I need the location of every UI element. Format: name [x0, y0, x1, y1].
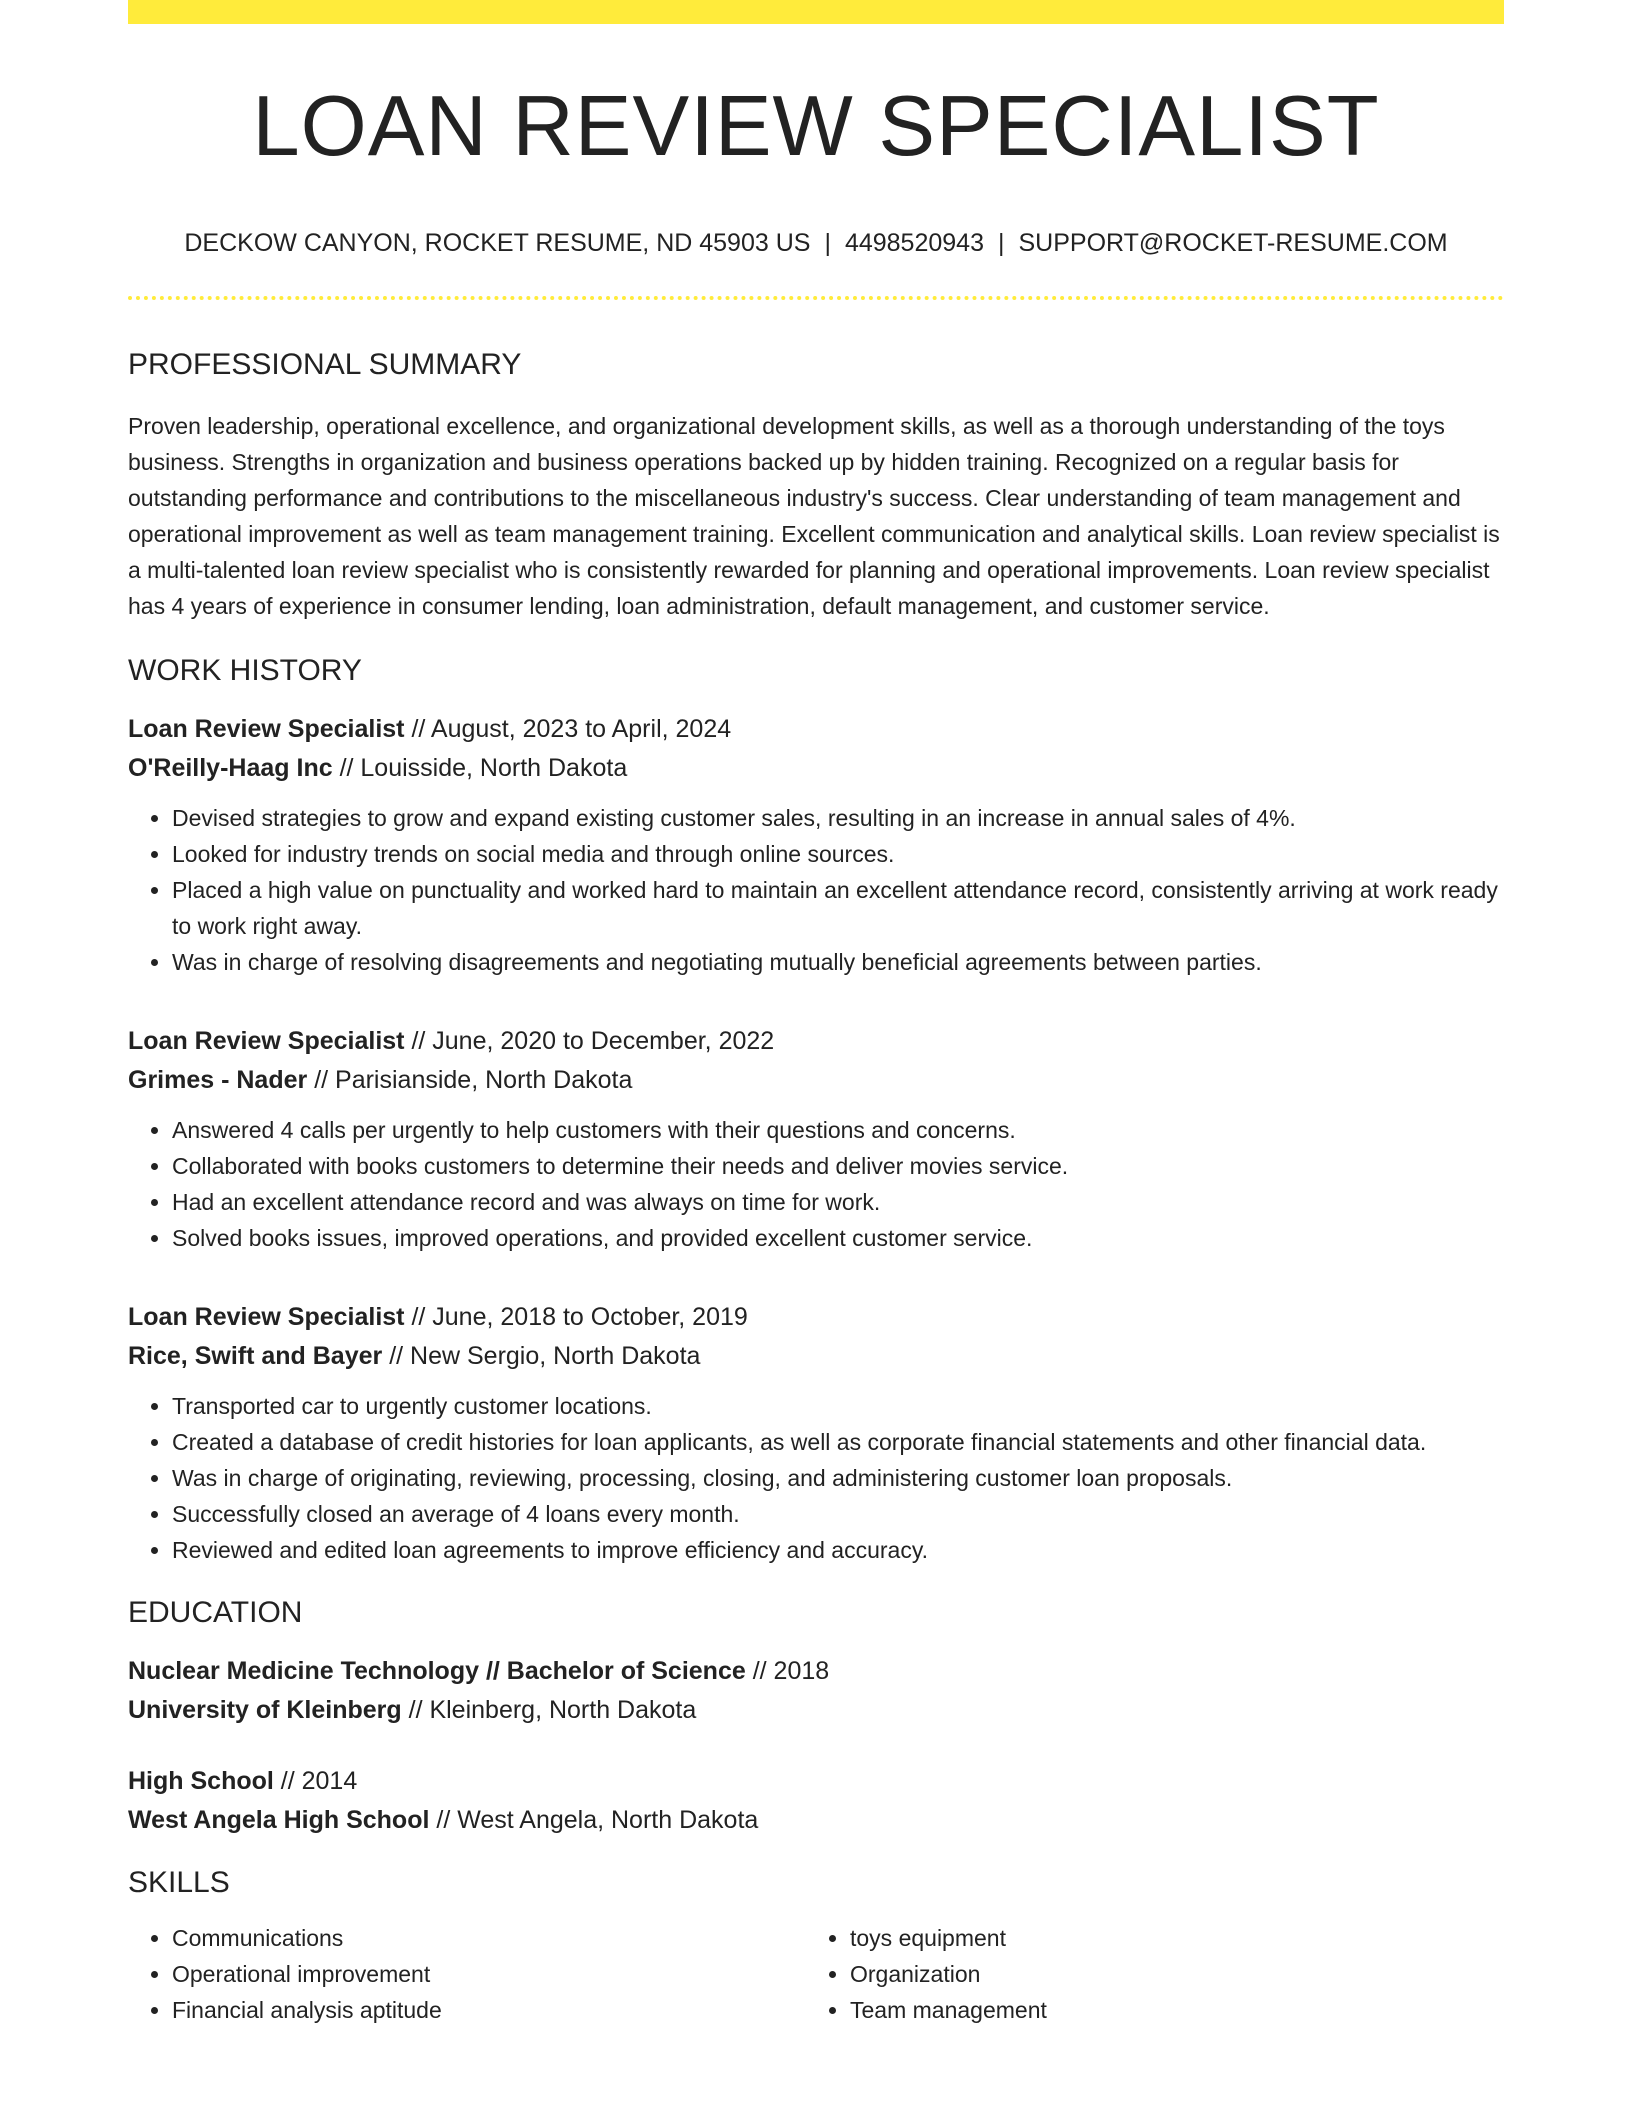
education-degree-line: [128, 1762, 1504, 1801]
education-degree-line: [128, 1652, 1504, 1691]
job-entry: [128, 710, 1504, 980]
job-location: // New Sergio, North Dakota: [382, 1342, 701, 1370]
contact-separator: |: [997, 229, 1005, 257]
job-bullet: • Had an excellent attendance record and was always on time for work.: [172, 1184, 1504, 1220]
contact-address: DECKOW CANYON, ROCKET RESUME, ND 45903 US: [184, 229, 811, 257]
skill-item: • toys equipment: [850, 1920, 1484, 1956]
section-title-summary: PROFESSIONAL SUMMARY: [128, 348, 522, 381]
job-location: // Parisianside, North Dakota: [307, 1066, 633, 1094]
skills-column-right: [806, 1920, 1484, 2028]
job-bullet: • Successfully closed an average of 4 loans every month.: [172, 1496, 1504, 1532]
skill-item: • Team management: [850, 1992, 1484, 2028]
section-title-education: EDUCATION: [128, 1596, 303, 1629]
job-company-line: [128, 1061, 1504, 1100]
resume-page: [128, 0, 1504, 2028]
job-bullet: • Collaborated with books customers to determine their needs and deliver movies service.: [172, 1148, 1504, 1184]
job-role: Loan Review Specialist: [128, 1303, 405, 1331]
job-location: // Louisside, North Dakota: [332, 754, 628, 782]
job-dates: // June, 2020 to December, 2022: [404, 1027, 775, 1055]
top-accent-bar: [128, 0, 1504, 24]
education-school-line: [128, 1801, 1504, 1840]
skills-column-left: [128, 1920, 806, 2028]
job-company-line: [128, 749, 1504, 788]
job-bullet: • Solved books issues, improved operations, and provided excellent customer service.: [172, 1220, 1504, 1256]
job-dates: // June, 2018 to October, 2019: [404, 1303, 748, 1331]
job-role: Loan Review Specialist: [128, 715, 405, 743]
job-title-line: [128, 1022, 1504, 1061]
job-dates: // August, 2023 to April, 2024: [404, 715, 732, 743]
contact-phone: 4498520943: [844, 229, 984, 257]
section-title-skills: SKILLS: [128, 1866, 230, 1899]
job-entry: [128, 1298, 1504, 1568]
job-bullets: [128, 800, 1504, 980]
header-divider: [128, 296, 1504, 300]
skills-grid: [128, 1920, 1504, 2028]
section-title-work-history: WORK HISTORY: [128, 654, 362, 687]
job-role: Loan Review Specialist: [128, 1027, 405, 1055]
education-school: West Angela High School: [128, 1806, 430, 1834]
skill-item: • Financial analysis aptitude: [172, 1992, 806, 2028]
education-degree: High School: [128, 1767, 274, 1795]
education-degree: Nuclear Medicine Technology // Bachelor of Science: [128, 1657, 746, 1685]
contact-line: [128, 231, 1504, 256]
job-entry: [128, 1022, 1504, 1256]
education-school-line: [128, 1691, 1504, 1730]
job-company: O'Reilly-Haag Inc: [128, 754, 333, 782]
summary-text: Proven leadership, operational excellence, and organizational development skills, as well as a thorough understanding of the toys business. Strengths in organization and business operations backed up by hidden training. Recognized on a regular basis for outstanding performance and contributions to the miscellaneous industry's success. Clear understanding of team management and operational improvement as well as team management training. Excellent communication and analytical skills. Loan review specialist is a multi-talented loan review specialist who is consistently rewarded for planning and operational improvements. Loan review specialist has 4 years of experience in consumer lending, loan administration, default management, and customer service.: [128, 413, 1500, 619]
contact-email: SUPPORT@ROCKET-RESUME.COM: [1018, 229, 1448, 257]
contact-separator: |: [824, 229, 831, 257]
job-bullet: • Looked for industry trends on social media and through online sources.: [172, 836, 1504, 872]
job-company: Rice, Swift and Bayer: [128, 1342, 383, 1370]
job-company-line: [128, 1337, 1504, 1376]
education-year: // 2014: [273, 1767, 358, 1795]
skill-item: • Communications: [172, 1920, 806, 1956]
resume-name: LOAN REVIEW SPECIALIST: [252, 79, 1380, 174]
education-year: // 2018: [745, 1657, 830, 1685]
education-location: // West Angela, North Dakota: [429, 1806, 759, 1834]
job-bullets: [128, 1112, 1504, 1256]
job-bullet: • Answered 4 calls per urgently to help customers with their questions and concerns.: [172, 1112, 1504, 1148]
skill-item: • Operational improvement: [172, 1956, 806, 1992]
job-bullets: [128, 1388, 1504, 1568]
education-entry: [128, 1652, 1504, 1730]
education-location: // Kleinberg, North Dakota: [401, 1696, 697, 1724]
job-bullet: • Created a database of credit histories for loan applicants, as well as corporate financial statements and other financial data.: [172, 1424, 1504, 1460]
job-title-line: [128, 710, 1504, 749]
job-bullet: • Devised strategies to grow and expand existing customer sales, resulting in an increase in annual sales of 4%.: [172, 800, 1504, 836]
job-bullet: • Was in charge of resolving disagreements and negotiating mutually beneficial agreements between parties.: [172, 944, 1504, 980]
job-title-line: [128, 1298, 1504, 1337]
job-bullet: • Transported car to urgently customer locations.: [172, 1388, 1504, 1424]
job-company: Grimes - Nader: [128, 1066, 308, 1094]
education-school: University of Kleinberg: [128, 1696, 402, 1724]
job-bullet: • Placed a high value on punctuality and worked hard to maintain an excellent attendance record, consistently arriving at work ready to work right away.: [172, 872, 1504, 944]
education-entry: [128, 1762, 1504, 1840]
skill-item: • Organization: [850, 1956, 1484, 1992]
job-bullet: • Was in charge of originating, reviewing, processing, closing, and administering customer loan proposals.: [172, 1460, 1504, 1496]
job-bullet: • Reviewed and edited loan agreements to improve efficiency and accuracy.: [172, 1532, 1504, 1568]
